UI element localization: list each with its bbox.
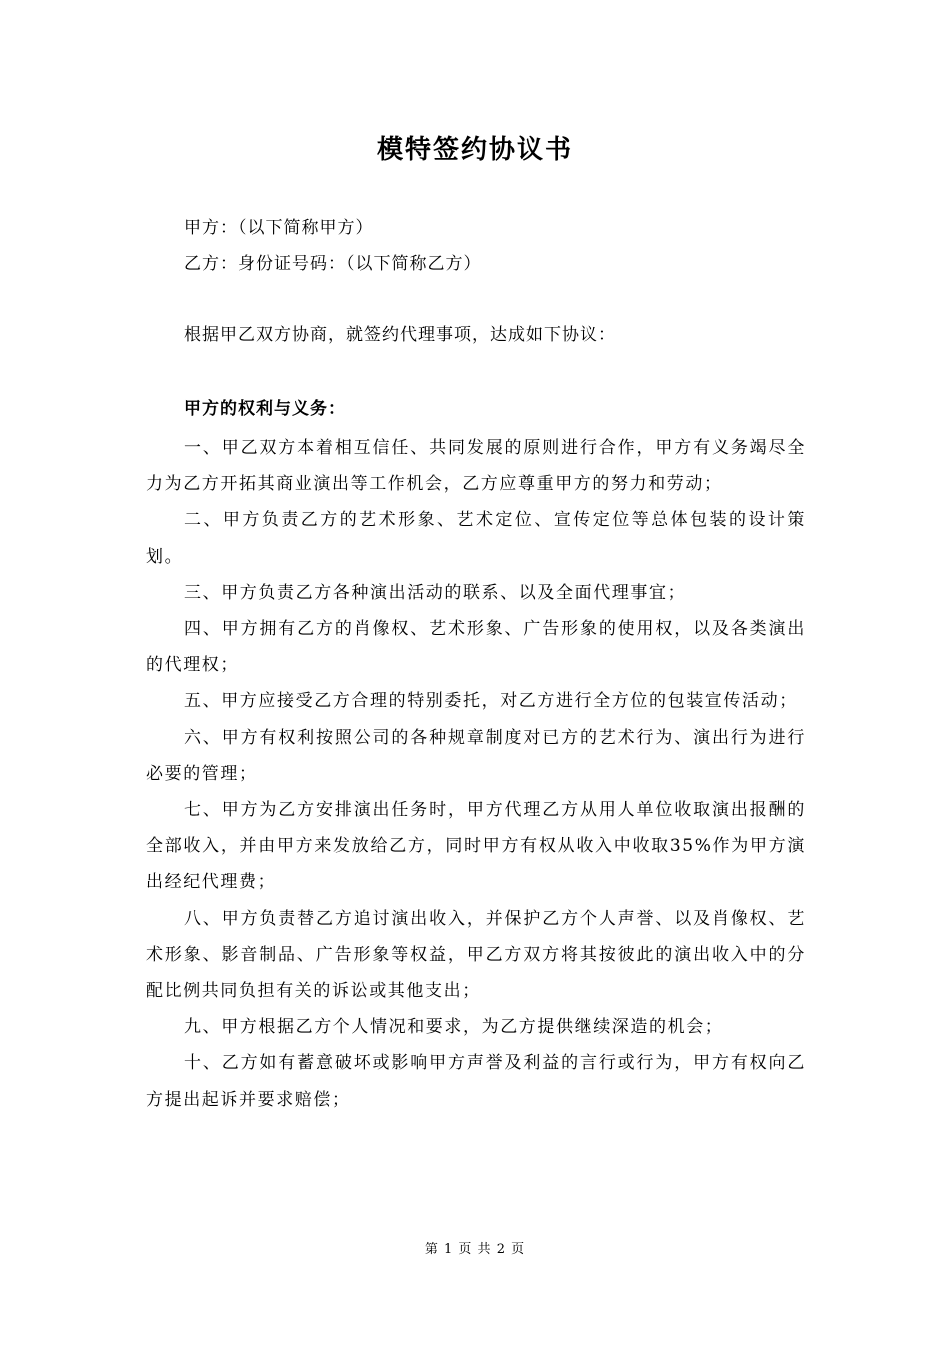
clause-1: 一、甲乙双方本着相互信任、共同发展的原则进行合作，甲方有义务竭尽全力为乙方开拓其商业演出等工作机会，乙方应尊重甲方的努力和劳动； xyxy=(146,438,806,495)
clause-4: 四、甲方拥有乙方的肖像权、艺术形象、广告形象的使用权，以及各类演出的代理权； xyxy=(146,619,806,676)
document-title: 模特签约协议书 xyxy=(376,135,573,165)
clause-5: 五、甲方应接受乙方合理的特别委托，对乙方进行全方位的包装宣传活动； xyxy=(184,691,798,712)
intro-paragraph: 根据甲乙双方协商，就签约代理事项，达成如下协议： xyxy=(184,325,616,345)
clause-8: 八、甲方负责替乙方追讨演出收入，并保护乙方个人声誉、以及肖像权、艺术形象、影音制品、广告形象等权益，甲乙方双方将其按彼此的演出收入中的分配比例共同负担有关的诉讼或其他支出； xyxy=(146,908,806,1002)
clause-10: 十、乙方如有蓄意破坏或影响甲方声誉及利益的言行或行为，甲方有权向乙方提出起诉并要求赔偿； xyxy=(146,1053,806,1110)
clause-2: 二、甲方负责乙方的艺术形象、艺术定位、宣传定位等总体包装的设计策划。 xyxy=(146,510,806,567)
party-b-line: 乙方：身份证号码：（以下简称乙方） xyxy=(184,254,482,274)
clause-list xyxy=(146,430,806,1118)
clause-6: 六、甲方有权利按照公司的各种规章制度对已方的艺术行为、演出行为进行必要的管理； xyxy=(146,727,806,784)
party-a-line: 甲方：（以下简称甲方） xyxy=(184,218,374,238)
clause-7: 七、甲方为乙方安排演出任务时，甲方代理乙方从用人单位收取演出报酬的全部收入，并由甲方来发放给乙方，同时甲方有权从收入中收取35%作为甲方演出经纪代理费； xyxy=(146,800,806,893)
clause-9: 九、甲方根据乙方个人情况和要求，为乙方提供继续深造的机会； xyxy=(184,1017,724,1038)
section-heading: 甲方的权利与义务： xyxy=(184,399,346,419)
page-footer: 第 1 页 共 2 页 xyxy=(424,1242,526,1257)
clause-3: 三、甲方负责乙方各种演出活动的联系、以及全面代理事宜； xyxy=(184,582,687,603)
